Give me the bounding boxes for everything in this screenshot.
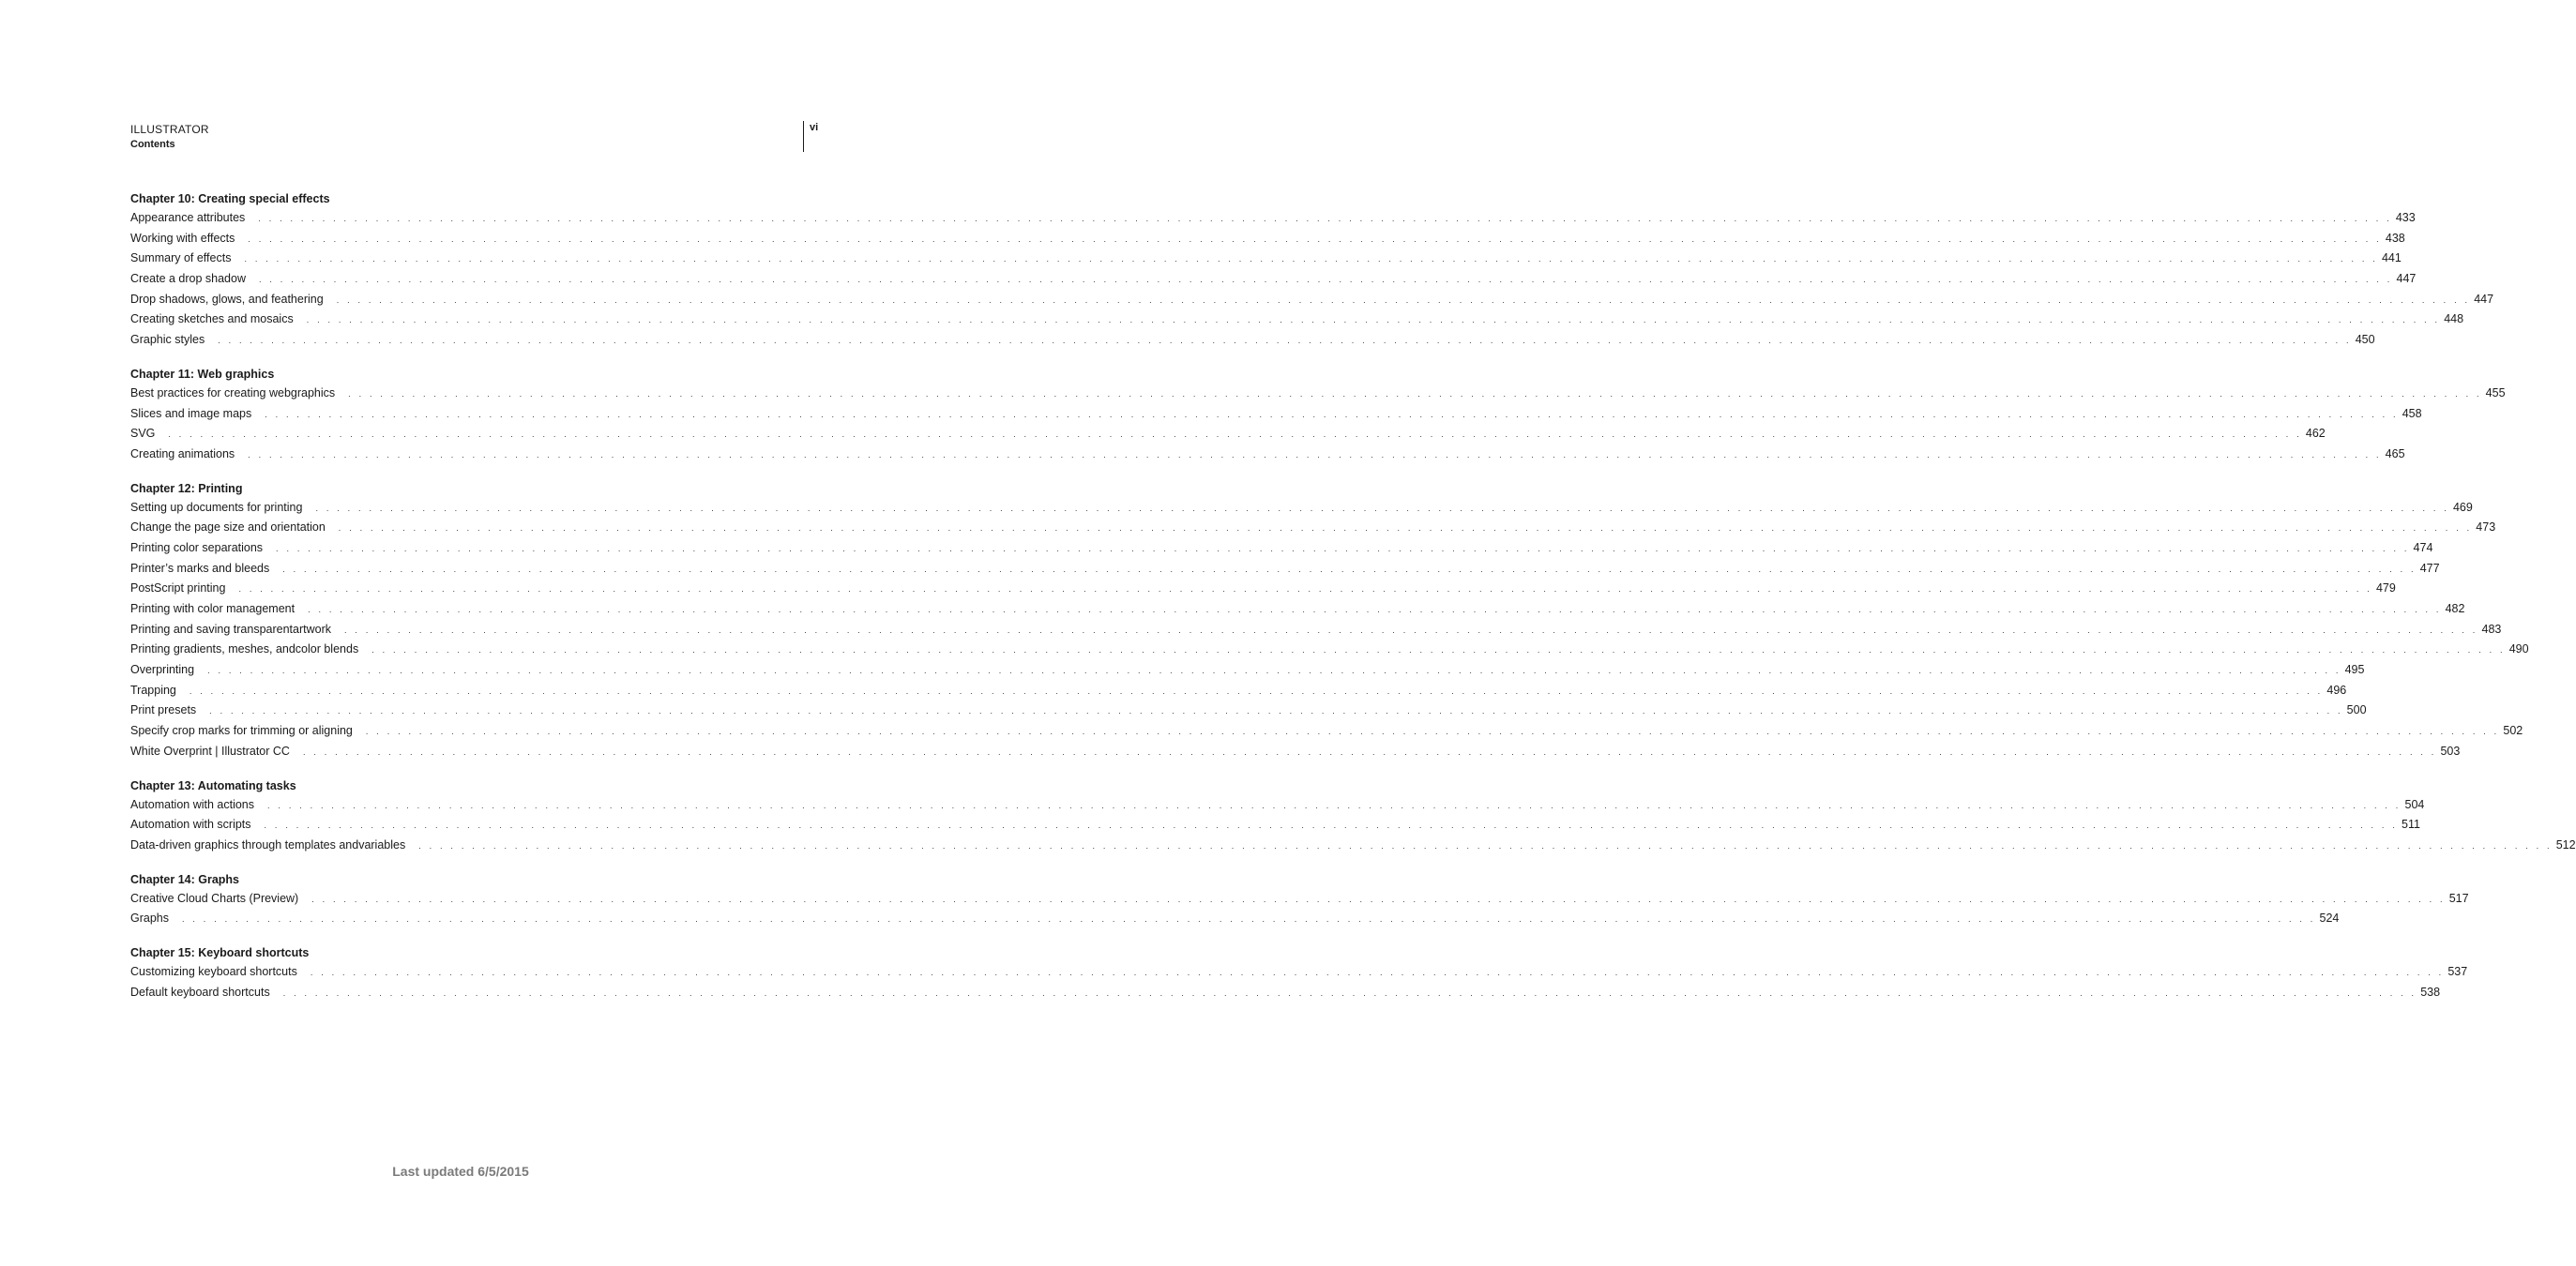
toc-entry-page: 511	[2402, 818, 2420, 832]
header-section: Contents	[130, 139, 175, 150]
dot-leader: . . . . . . . . . . . . . . . . . . . . . . . . . . . . . . . . . . . . . . . . . . . . . . . . . . . . . . . . . . . . . . . . . . . . . . . . . . . . . . . . . . . . . . . . . . . . . . . . . . . . . . . . . . . . . . . . . . . . . . . . . . . . . . . . . . . . . . . . . . . . . . . . . . . . . . . . . . . . . . . . . . . . . . . . . . . . . . . . . . . . . . . . . . . . . . . . . . . . . . . .	[336, 294, 2471, 305]
toc-entry[interactable]	[130, 309, 2464, 330]
toc-entry[interactable]	[130, 962, 2468, 983]
toc-entry-page: 517	[2448, 891, 2469, 905]
toc-entry[interactable]	[130, 620, 2502, 641]
toc-entry-page: 483	[2481, 622, 2502, 636]
toc-entry-label: Best practices for creating webgraphics	[130, 385, 336, 399]
footer-last-updated: Last updated 6/5/2015	[392, 1164, 529, 1179]
toc-entry[interactable]	[130, 290, 2494, 310]
chapter-title[interactable]: Chapter 15: Keyboard shortcuts	[130, 945, 310, 959]
toc-entry[interactable]	[130, 559, 2440, 580]
toc-entry[interactable]	[130, 983, 2441, 1003]
toc-entry-label: White Overprint | Illustrator CC	[130, 744, 290, 758]
toc-entry-label: Creative Cloud Charts (Preview)	[130, 891, 299, 905]
chapter-title[interactable]: Chapter 14: Graphs	[130, 872, 240, 886]
dot-leader: . . . . . . . . . . . . . . . . . . . . . . . . . . . . . . . . . . . . . . . . . . . . . . . . . . . . . . . . . . . . . . . . . . . . . . . . . . . . . . . . . . . . . . . . . . . . . . . . . . . . . . . . . . . . . . . . . . . . . . . . . . . . . . . . . . . . . . . . . . . . . . . . . . . . . . . . . . . . . . . . . . . . . . . . . . . . . . . . . . . . . . . . . . . . . . . . . . . . . . . .	[264, 821, 2399, 831]
dot-leader: . . . . . . . . . . . . . . . . . . . . . . . . . . . . . . . . . . . . . . . . . . . . . . . . . . . . . . . . . . . . . . . . . . . . . . . . . . . . . . . . . . . . . . . . . . . . . . . . . . . . . . . . . . . . . . . . . . . . . . . . . . . . . . . . . . . . . . . . . . . . . . . . . . . . . . . . . . . . . . . . . . . . . . . . . . . . . . . . . . . . . . . . . . . . . . . . . . . . . . . .	[209, 706, 2343, 716]
dot-leader: . . . . . . . . . . . . . . . . . . . . . . . . . . . . . . . . . . . . . . . . . . . . . . . . . . . . . . . . . . . . . . . . . . . . . . . . . . . . . . . . . . . . . . . . . . . . . . . . . . . . . . . . . . . . . . . . . . . . . . . . . . . . . . . . . . . . . . . . . . . . . . . . . . . . . . . . . . . . . . . . . . . . . . . . . . . . . . . . . . . . . . . . . . . . . . . . . . . . . . . .	[348, 388, 2482, 399]
dot-leader: . . . . . . . . . . . . . . . . . . . . . . . . . . . . . . . . . . . . . . . . . . . . . . . . . . . . . . . . . . . . . . . . . . . . . . . . . . . . . . . . . . . . . . . . . . . . . . . . . . . . . . . . . . . . . . . . . . . . . . . . . . . . . . . . . . . . . . . . . . . . . . . . . . . . . . . . . . . . . . . . . . . . . . . . . . . . . . . . . . . . . . . . . . . . . . . . . . . . . . . .	[338, 523, 2473, 534]
toc-entry-label: Printing and saving transparentartwork	[130, 622, 332, 636]
toc-entry-page: 490	[2508, 642, 2529, 656]
toc-entry-page: 495	[2344, 663, 2365, 677]
toc-entry-page: 458	[2402, 406, 2422, 420]
toc-entry[interactable]	[130, 445, 2405, 465]
toc-entry[interactable]	[130, 538, 2433, 559]
toc-entry-page: 465	[2385, 446, 2405, 460]
dot-leader: . . . . . . . . . . . . . . . . . . . . . . . . . . . . . . . . . . . . . . . . . . . . . . . . . . . . . . . . . . . . . . . . . . . . . . . . . . . . . . . . . . . . . . . . . . . . . . . . . . . . . . . . . . . . . . . . . . . . . . . . . . . . . . . . . . . . . . . . . . . . . . . . . . . . . . . . . . . . . . . . . . . . . . . . . . . . . . . . . . . . . . . . . . . . . . . . . . . . . . . .	[371, 645, 2506, 656]
toc-entry[interactable]	[130, 795, 2425, 816]
dot-leader: . . . . . . . . . . . . . . . . . . . . . . . . . . . . . . . . . . . . . . . . . . . . . . . . . . . . . . . . . . . . . . . . . . . . . . . . . . . . . . . . . . . . . . . . . . . . . . . . . . . . . . . . . . . . . . . . . . . . . . . . . . . . . . . . . . . . . . . . . . . . . . . . . . . . . . . . . . . . . . . . . . . . . . . . . . . . . . . . . . . . . . . . . . . . . . . . . . . . . . . .	[311, 894, 2446, 904]
dot-leader: . . . . . . . . . . . . . . . . . . . . . . . . . . . . . . . . . . . . . . . . . . . . . . . . . . . . . . . . . . . . . . . . . . . . . . . . . . . . . . . . . . . . . . . . . . . . . . . . . . . . . . . . . . . . . . . . . . . . . . . . . . . . . . . . . . . . . . . . . . . . . . . . . . . . . . . . . . . . . . . . . . . . . . . . . . . . . . . . . . . . . . . . . . . . . . . . . . . . . . . .	[315, 503, 2449, 513]
toc-entry-page: 524	[2319, 912, 2340, 926]
toc-entry-page: 482	[2445, 602, 2465, 615]
toc-entry-page: 441	[2381, 251, 2402, 265]
toc-entry-label: Automation with scripts	[130, 818, 251, 832]
toc-entry-page: 502	[2503, 724, 2523, 738]
header-app-name: ILLUSTRATOR	[130, 123, 209, 136]
toc-entry-label: Specify crop marks for trimming or aligning	[130, 724, 353, 738]
dot-leader: . . . . . . . . . . . . . . . . . . . . . . . . . . . . . . . . . . . . . . . . . . . . . . . . . . . . . . . . . . . . . . . . . . . . . . . . . . . . . . . . . . . . . . . . . . . . . . . . . . . . . . . . . . . . . . . . . . . . . . . . . . . . . . . . . . . . . . . . . . . . . . . . . . . . . . . . . . . . . . . . . . . . . . . . . . . . . . . . . . . . . . . . . . . . . . . . . . . . . . . .	[258, 214, 2392, 223]
toc-entry[interactable]	[130, 599, 2465, 620]
toc-chapter	[130, 365, 2506, 465]
toc-entry-page: 479	[2375, 581, 2396, 595]
page-number: vi	[803, 121, 818, 152]
dot-leader: . . . . . . . . . . . . . . . . . . . . . . . . . . . . . . . . . . . . . . . . . . . . . . . . . . . . . . . . . . . . . . . . . . . . . . . . . . . . . . . . . . . . . . . . . . . . . . . . . . . . . . . . . . . . . . . . . . . . . . . . . . . . . . . . . . . . . . . . . . . . . . . . . . . . . . . . . . . . . . . . . . . . . . . . . . . . . . . . . . . . . . . . . . . . . . . . . . . . . . . .	[308, 605, 2442, 614]
toc-entry-label: Slices and image maps	[130, 406, 252, 420]
toc-entry-page: 462	[2305, 427, 2326, 441]
toc-entry-page: 474	[2413, 540, 2433, 554]
toc-entry-label: Trapping	[130, 683, 176, 697]
toc-entry-page: 503	[2440, 744, 2461, 758]
toc-entry[interactable]	[130, 815, 2420, 836]
toc-entry-page: 512	[2555, 837, 2576, 852]
toc-entry-label: Graphs	[130, 912, 169, 926]
toc-entry[interactable]	[130, 640, 2529, 660]
toc-entry-page: 450	[2355, 333, 2375, 347]
toc-entry-page: 504	[2404, 797, 2425, 811]
toc-entry-label: Data-driven graphics through templates andvariables	[130, 837, 406, 852]
toc-chapter	[130, 479, 2529, 762]
toc-entry-label: PostScript printing	[130, 581, 226, 595]
toc-chapter	[130, 870, 2469, 929]
toc-entry[interactable]	[130, 498, 2473, 519]
toc-entry[interactable]	[130, 681, 2347, 701]
toc-entry-label: Summary of effects	[130, 251, 232, 265]
toc-entry[interactable]	[130, 701, 2367, 721]
dot-leader: . . . . . . . . . . . . . . . . . . . . . . . . . . . . . . . . . . . . . . . . . . . . . . . . . . . . . . . . . . . . . . . . . . . . . . . . . . . . . . . . . . . . . . . . . . . . . . . . . . . . . . . . . . . . . . . . . . . . . . . . . . . . . . . . . . . . . . . . . . . . . . . . . . . . . . . . . . . . . . . . . . . . . . . . . . . . . . . . . . . . . . . . . . . . . . . . . . . . . . . .	[259, 275, 2393, 285]
toc-entry-label: Printer’s marks and bleeds	[130, 561, 270, 575]
chapter-title[interactable]: Chapter 13: Automating tasks	[130, 778, 296, 792]
toc-entry-label: Automation with actions	[130, 797, 255, 811]
toc-entry-label: Change the page size and orientation	[130, 520, 326, 535]
dot-leader: . . . . . . . . . . . . . . . . . . . . . . . . . . . . . . . . . . . . . . . . . . . . . . . . . . . . . . . . . . . . . . . . . . . . . . . . . . . . . . . . . . . . . . . . . . . . . . . . . . . . . . . . . . . . . . . . . . . . . . . . . . . . . . . . . . . . . . . . . . . . . . . . . . . . . . . . . . . . . . . . . . . . . . . . . . . . . . . . . . . . . . . . . . . . . . . . . . . . . . . .	[238, 584, 2372, 595]
toc-entry-label: Overprinting	[130, 663, 195, 677]
toc-entry[interactable]	[130, 518, 2496, 538]
toc-entry-label: Customizing keyboard shortcuts	[130, 964, 297, 978]
toc-entry-page: 496	[2326, 683, 2347, 697]
toc-entry[interactable]	[130, 249, 2402, 269]
toc-entry-page: 473	[2476, 520, 2496, 535]
dot-leader: . . . . . . . . . . . . . . . . . . . . . . . . . . . . . . . . . . . . . . . . . . . . . . . . . . . . . . . . . . . . . . . . . . . . . . . . . . . . . . . . . . . . . . . . . . . . . . . . . . . . . . . . . . . . . . . . . . . . . . . . . . . . . . . . . . . . . . . . . . . . . . . . . . . . . . . . . . . . . . . . . . . . . . . . . . . . . . . . . . . . . . . . . . . . . . . . . . . . . . . .	[282, 987, 2417, 998]
toc-entry[interactable]	[130, 721, 2523, 742]
toc-chapter	[130, 776, 2576, 856]
toc-entry-label: Create a drop shadow	[130, 272, 246, 286]
toc-entry-page: 448	[2444, 312, 2464, 326]
toc-entry-label: Printing with color management	[130, 602, 295, 615]
chapter-title[interactable]: Chapter 12: Printing	[130, 481, 243, 495]
toc-entry-page: 447	[2396, 272, 2417, 286]
toc-entry[interactable]	[130, 269, 2417, 290]
dot-leader: . . . . . . . . . . . . . . . . . . . . . . . . . . . . . . . . . . . . . . . . . . . . . . . . . . . . . . . . . . . . . . . . . . . . . . . . . . . . . . . . . . . . . . . . . . . . . . . . . . . . . . . . . . . . . . . . . . . . . . . . . . . . . . . . . . . . . . . . . . . . . . . . . . . . . . . . . . . . . . . . . . . . . . . . . . . . . . . . . . . . . . . . . . . . . . . . . . . . . . . .	[207, 666, 2341, 676]
toc-entry-label: Drop shadows, glows, and feathering	[130, 292, 324, 306]
dot-leader: . . . . . . . . . . . . . . . . . . . . . . . . . . . . . . . . . . . . . . . . . . . . . . . . . . . . . . . . . . . . . . . . . . . . . . . . . . . . . . . . . . . . . . . . . . . . . . . . . . . . . . . . . . . . . . . . . . . . . . . . . . . . . . . . . . . . . . . . . . . . . . . . . . . . . . . . . . . . . . . . . . . . . . . . . . . . . . . . . . . . . . . . . . . . . . . . . . . . . . . .	[365, 727, 2500, 737]
toc-entry[interactable]	[130, 889, 2469, 910]
toc-entry-page: 438	[2385, 231, 2405, 245]
dot-leader: . . . . . . . . . . . . . . . . . . . . . . . . . . . . . . . . . . . . . . . . . . . . . . . . . . . . . . . . . . . . . . . . . . . . . . . . . . . . . . . . . . . . . . . . . . . . . . . . . . . . . . . . . . . . . . . . . . . . . . . . . . . . . . . . . . . . . . . . . . . . . . . . . . . . . . . . . . . . . . . . . . . . . . . . . . . . . . . . . . . . . . . . . . . . . . . . . . . . . . . .	[282, 564, 2417, 574]
toc-entry[interactable]	[130, 424, 2326, 445]
table-of-contents	[130, 189, 2576, 1017]
dot-leader: . . . . . . . . . . . . . . . . . . . . . . . . . . . . . . . . . . . . . . . . . . . . . . . . . . . . . . . . . . . . . . . . . . . . . . . . . . . . . . . . . . . . . . . . . . . . . . . . . . . . . . . . . . . . . . . . . . . . . . . . . . . . . . . . . . . . . . . . . . . . . . . . . . . . . . . . . . . . . . . . . . . . . . . . . . . . . . . . . . . . . . . . . . . . . . . . . . . . . . . .	[265, 409, 2399, 419]
toc-entry[interactable]	[130, 330, 2375, 351]
toc-entry-label: SVG	[130, 427, 156, 441]
dot-leader: . . . . . . . . . . . . . . . . . . . . . . . . . . . . . . . . . . . . . . . . . . . . . . . . . . . . . . . . . . . . . . . . . . . . . . . . . . . . . . . . . . . . . . . . . . . . . . . . . . . . . . . . . . . . . . . . . . . . . . . . . . . . . . . . . . . . . . . . . . . . . . . . . . . . . . . . . . . . . . . . . . . . . . . . . . . . . . . . . . . . . . . . . . . . . . . . . . . . . . . .	[310, 967, 2445, 977]
toc-entry-page: 433	[2395, 211, 2416, 224]
toc-entry-label: Creating animations	[130, 446, 235, 460]
toc-entry[interactable]	[130, 909, 2340, 929]
toc-entry[interactable]	[130, 208, 2416, 229]
dot-leader: . . . . . . . . . . . . . . . . . . . . . . . . . . . . . . . . . . . . . . . . . . . . . . . . . . . . . . . . . . . . . . . . . . . . . . . . . . . . . . . . . . . . . . . . . . . . . . . . . . . . . . . . . . . . . . . . . . . . . . . . . . . . . . . . . . . . . . . . . . . . . . . . . . . . . . . . . . . . . . . . . . . . . . . . . . . . . . . . . . . . . . . . . . . . . . . . . . . . . . . .	[244, 254, 2378, 264]
dot-leader: . . . . . . . . . . . . . . . . . . . . . . . . . . . . . . . . . . . . . . . . . . . . . . . . . . . . . . . . . . . . . . . . . . . . . . . . . . . . . . . . . . . . . . . . . . . . . . . . . . . . . . . . . . . . . . . . . . . . . . . . . . . . . . . . . . . . . . . . . . . . . . . . . . . . . . . . . . . . . . . . . . . . . . . . . . . . . . . . . . . . . . . . . . . . . . . . . . . . . . . .	[276, 543, 2410, 553]
toc-entry-label: Print presets	[130, 703, 197, 717]
toc-entry-label: Setting up documents for printing	[130, 500, 303, 514]
chapter-title[interactable]: Chapter 10: Creating special effects	[130, 192, 330, 205]
toc-entry[interactable]	[130, 229, 2405, 249]
dot-leader: . . . . . . . . . . . . . . . . . . . . . . . . . . . . . . . . . . . . . . . . . . . . . . . . . . . . . . . . . . . . . . . . . . . . . . . . . . . . . . . . . . . . . . . . . . . . . . . . . . . . . . . . . . . . . . . . . . . . . . . . . . . . . . . . . . . . . . . . . . . . . . . . . . . . . . . . . . . . . . . . . . . . . . . . . . . . . . . . . . . . . . . . . . . . . . . . . . . . . . . .	[248, 449, 2382, 460]
toc-entry[interactable]	[130, 579, 2396, 599]
toc-entry[interactable]	[130, 404, 2422, 425]
toc-entry-label: Appearance attributes	[130, 211, 246, 224]
dot-leader: . . . . . . . . . . . . . . . . . . . . . . . . . . . . . . . . . . . . . . . . . . . . . . . . . . . . . . . . . . . . . . . . . . . . . . . . . . . . . . . . . . . . . . . . . . . . . . . . . . . . . . . . . . . . . . . . . . . . . . . . . . . . . . . . . . . . . . . . . . . . . . . . . . . . . . . . . . . . . . . . . . . . . . . . . . . . . . . . . . . . . . . . . . . . . . . . . . . . . . . .	[189, 686, 2324, 696]
toc-entry-label: Printing color separations	[130, 540, 264, 554]
running-header	[130, 122, 209, 152]
toc-entry-label: Working with effects	[130, 231, 235, 245]
dot-leader: . . . . . . . . . . . . . . . . . . . . . . . . . . . . . . . . . . . . . . . . . . . . . . . . . . . . . . . . . . . . . . . . . . . . . . . . . . . . . . . . . . . . . . . . . . . . . . . . . . . . . . . . . . . . . . . . . . . . . . . . . . . . . . . . . . . . . . . . . . . . . . . . . . . . . . . . . . . . . . . . . . . . . . . . . . . . . . . . . . . . . . . . . . . . . . . . . . . . . . . .	[248, 234, 2382, 244]
dot-leader: . . . . . . . . . . . . . . . . . . . . . . . . . . . . . . . . . . . . . . . . . . . . . . . . . . . . . . . . . . . . . . . . . . . . . . . . . . . . . . . . . . . . . . . . . . . . . . . . . . . . . . . . . . . . . . . . . . . . . . . . . . . . . . . . . . . . . . . . . . . . . . . . . . . . . . . . . . . . . . . . . . . . . . . . . . . . . . . . . . . . . . . . . . . . . . . . . . . . . . . .	[168, 430, 2302, 440]
toc-entry-label: Creating sketches and mosaics	[130, 312, 294, 326]
toc-entry[interactable]	[130, 660, 2365, 681]
dot-leader: . . . . . . . . . . . . . . . . . . . . . . . . . . . . . . . . . . . . . . . . . . . . . . . . . . . . . . . . . . . . . . . . . . . . . . . . . . . . . . . . . . . . . . . . . . . . . . . . . . . . . . . . . . . . . . . . . . . . . . . . . . . . . . . . . . . . . . . . . . . . . . . . . . . . . . . . . . . . . . . . . . . . . . . . . . . . . . . . . . . . . . . . . . . . . . . . . . . . . . . .	[306, 315, 2441, 325]
toc-entry-page: 500	[2346, 703, 2367, 717]
toc-chapter	[130, 189, 2494, 351]
toc-chapter	[130, 943, 2468, 1002]
chapter-title[interactable]: Chapter 11: Web graphics	[130, 367, 275, 381]
dot-leader: . . . . . . . . . . . . . . . . . . . . . . . . . . . . . . . . . . . . . . . . . . . . . . . . . . . . . . . . . . . . . . . . . . . . . . . . . . . . . . . . . . . . . . . . . . . . . . . . . . . . . . . . . . . . . . . . . . . . . . . . . . . . . . . . . . . . . . . . . . . . . . . . . . . . . . . . . . . . . . . . . . . . . . . . . . . . . . . . . . . . . . . . . . . . . . . . . . . . . . . .	[218, 336, 2352, 346]
toc-entry-label: Graphic styles	[130, 333, 205, 347]
toc-entry[interactable]	[130, 836, 2576, 856]
toc-entry[interactable]	[130, 384, 2506, 404]
toc-entry-page: 447	[2474, 292, 2494, 306]
toc-entry-label: Default keyboard shortcuts	[130, 985, 270, 999]
toc-entry-page: 538	[2420, 985, 2441, 999]
dot-leader: . . . . . . . . . . . . . . . . . . . . . . . . . . . . . . . . . . . . . . . . . . . . . . . . . . . . . . . . . . . . . . . . . . . . . . . . . . . . . . . . . . . . . . . . . . . . . . . . . . . . . . . . . . . . . . . . . . . . . . . . . . . . . . . . . . . . . . . . . . . . . . . . . . . . . . . . . . . . . . . . . . . . . . . . . . . . . . . . . . . . . . . . . . . . . . . . . . . . . . . .	[267, 800, 2402, 810]
dot-leader: . . . . . . . . . . . . . . . . . . . . . . . . . . . . . . . . . . . . . . . . . . . . . . . . . . . . . . . . . . . . . . . . . . . . . . . . . . . . . . . . . . . . . . . . . . . . . . . . . . . . . . . . . . . . . . . . . . . . . . . . . . . . . . . . . . . . . . . . . . . . . . . . . . . . . . . . . . . . . . . . . . . . . . . . . . . . . . . . . . . . . . . . . . . . . . . . . . . . . . . .	[344, 625, 2478, 635]
toc-entry-page: 537	[2447, 964, 2468, 978]
dot-leader: . . . . . . . . . . . . . . . . . . . . . . . . . . . . . . . . . . . . . . . . . . . . . . . . . . . . . . . . . . . . . . . . . . . . . . . . . . . . . . . . . . . . . . . . . . . . . . . . . . . . . . . . . . . . . . . . . . . . . . . . . . . . . . . . . . . . . . . . . . . . . . . . . . . . . . . . . . . . . . . . . . . . . . . . . . . . . . . . . . . . . . . . . . . . . . . . . . . . . . . .	[302, 746, 2437, 757]
dot-leader: . . . . . . . . . . . . . . . . . . . . . . . . . . . . . . . . . . . . . . . . . . . . . . . . . . . . . . . . . . . . . . . . . . . . . . . . . . . . . . . . . . . . . . . . . . . . . . . . . . . . . . . . . . . . . . . . . . . . . . . . . . . . . . . . . . . . . . . . . . . . . . . . . . . . . . . . . . . . . . . . . . . . . . . . . . . . . . . . . . . . . . . . . . . . . . . . . . . . . . . .	[182, 914, 2316, 925]
toc-entry-label: Printing gradients, meshes, andcolor blends	[130, 642, 359, 656]
toc-entry-page: 455	[2485, 385, 2506, 399]
toc-entry[interactable]	[130, 742, 2461, 762]
toc-entry-page: 469	[2452, 500, 2473, 514]
toc-entry-page: 477	[2419, 561, 2440, 575]
dot-leader: . . . . . . . . . . . . . . . . . . . . . . . . . . . . . . . . . . . . . . . . . . . . . . . . . . . . . . . . . . . . . . . . . . . . . . . . . . . . . . . . . . . . . . . . . . . . . . . . . . . . . . . . . . . . . . . . . . . . . . . . . . . . . . . . . . . . . . . . . . . . . . . . . . . . . . . . . . . . . . . . . . . . . . . . . . . . . . . . . . . . . . . . . . . . . . . . . . . . . . . .	[418, 840, 2553, 851]
